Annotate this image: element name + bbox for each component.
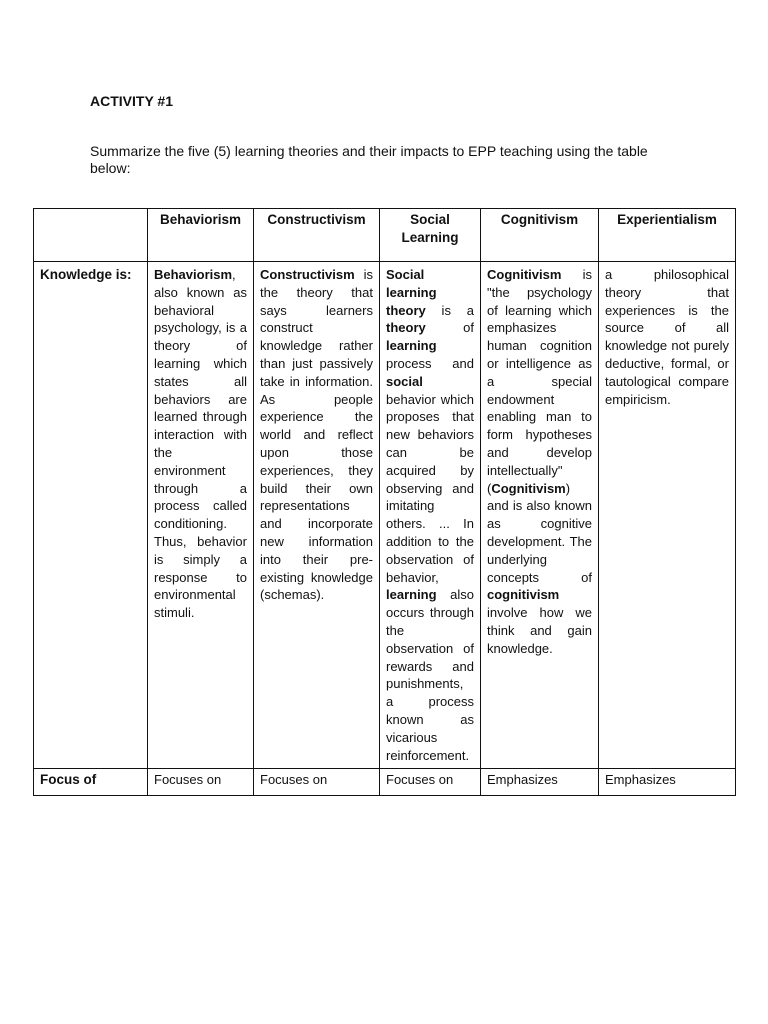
focus-label: Focus of xyxy=(34,769,148,796)
cell-cognitivism-knowledge xyxy=(481,262,599,769)
learning-theories-table xyxy=(33,208,736,796)
term: Cognitivism xyxy=(487,267,562,282)
term: theory xyxy=(386,320,426,336)
definition-text: ) and is also known as cognitive development. The underlying concepts of xyxy=(487,480,592,585)
definition-text: is the theory that says learners construct knowledge rather than just passively take in information. As people experience the world and reflect upon those experiences, they build their own representations and incorporate new information into their pre-existing knowledge (schemas). xyxy=(260,267,373,603)
cell-experientialism-knowledge xyxy=(599,262,736,769)
cell-constructivism-knowledge xyxy=(254,262,380,769)
instructions-text: Summarize the five (5) learning theories and their impacts to EPP teaching using the table below: xyxy=(90,143,648,176)
header-behaviorism: Behaviorism xyxy=(148,209,254,262)
term: Social learning theory xyxy=(386,267,437,318)
definition-text: is a xyxy=(425,302,474,318)
term: cognitivism xyxy=(487,587,560,603)
definition-text: also occurs through the observation of rewards and punishments, a process known as vicarious reinforcement. xyxy=(386,587,474,763)
cell-experientialism-focus: Emphasizes xyxy=(599,769,736,796)
term: social xyxy=(386,373,423,389)
cell-social-learning-knowledge xyxy=(380,262,481,769)
header-empty xyxy=(34,209,148,262)
definition-text: behavior which proposes that new behaviors can be acquired by observing and imitating others. ... In addition to the observation of behavior, xyxy=(386,391,474,585)
definition-text: process and xyxy=(386,355,474,371)
term: learning xyxy=(386,587,437,603)
term: learning xyxy=(386,338,437,354)
cell-cognitivism-focus: Emphasizes xyxy=(481,769,599,796)
cell-behaviorism-focus: Focuses on xyxy=(148,769,254,796)
definition-text: involve how we think and gain knowledge. xyxy=(487,605,592,656)
document-title: ACTIVITY #1 xyxy=(90,93,173,109)
definition-text: , also known as behavioral psychology, is a theory of learning which states all behaviors are learned through interaction with the environment through a process called conditioning. Thus, behavior is simply a response to environmental stimuli. xyxy=(154,267,247,621)
definition-text: is "the psychology of learning which emphasizes human cognition or intelligence as a special endowment enabling man to form hypotheses and develop intellectually" ( xyxy=(487,267,592,496)
header-social-learning: Social Learning xyxy=(380,209,481,262)
focus-row xyxy=(34,769,736,796)
header-cognitivism: Cognitivism xyxy=(481,209,599,262)
knowledge-label: Knowledge is: xyxy=(34,262,148,769)
header-row xyxy=(34,209,736,262)
term: Behaviorism xyxy=(154,267,233,282)
knowledge-row xyxy=(34,262,736,769)
header-experientialism: Experientialism xyxy=(599,209,736,262)
definition-text: a philosophical theory that experiences is the source of all knowledge not purely deductive, formal, or tautological compare empiricism. xyxy=(605,267,729,407)
cell-constructivism-focus: Focuses on xyxy=(254,769,380,796)
cell-social-learning-focus: Focuses on xyxy=(380,769,481,796)
definition-text: of xyxy=(425,320,474,336)
header-constructivism: Constructivism xyxy=(254,209,380,262)
term: Constructivism xyxy=(260,267,355,282)
cell-behaviorism-knowledge xyxy=(148,262,254,769)
term: Cognitivism xyxy=(491,480,566,496)
